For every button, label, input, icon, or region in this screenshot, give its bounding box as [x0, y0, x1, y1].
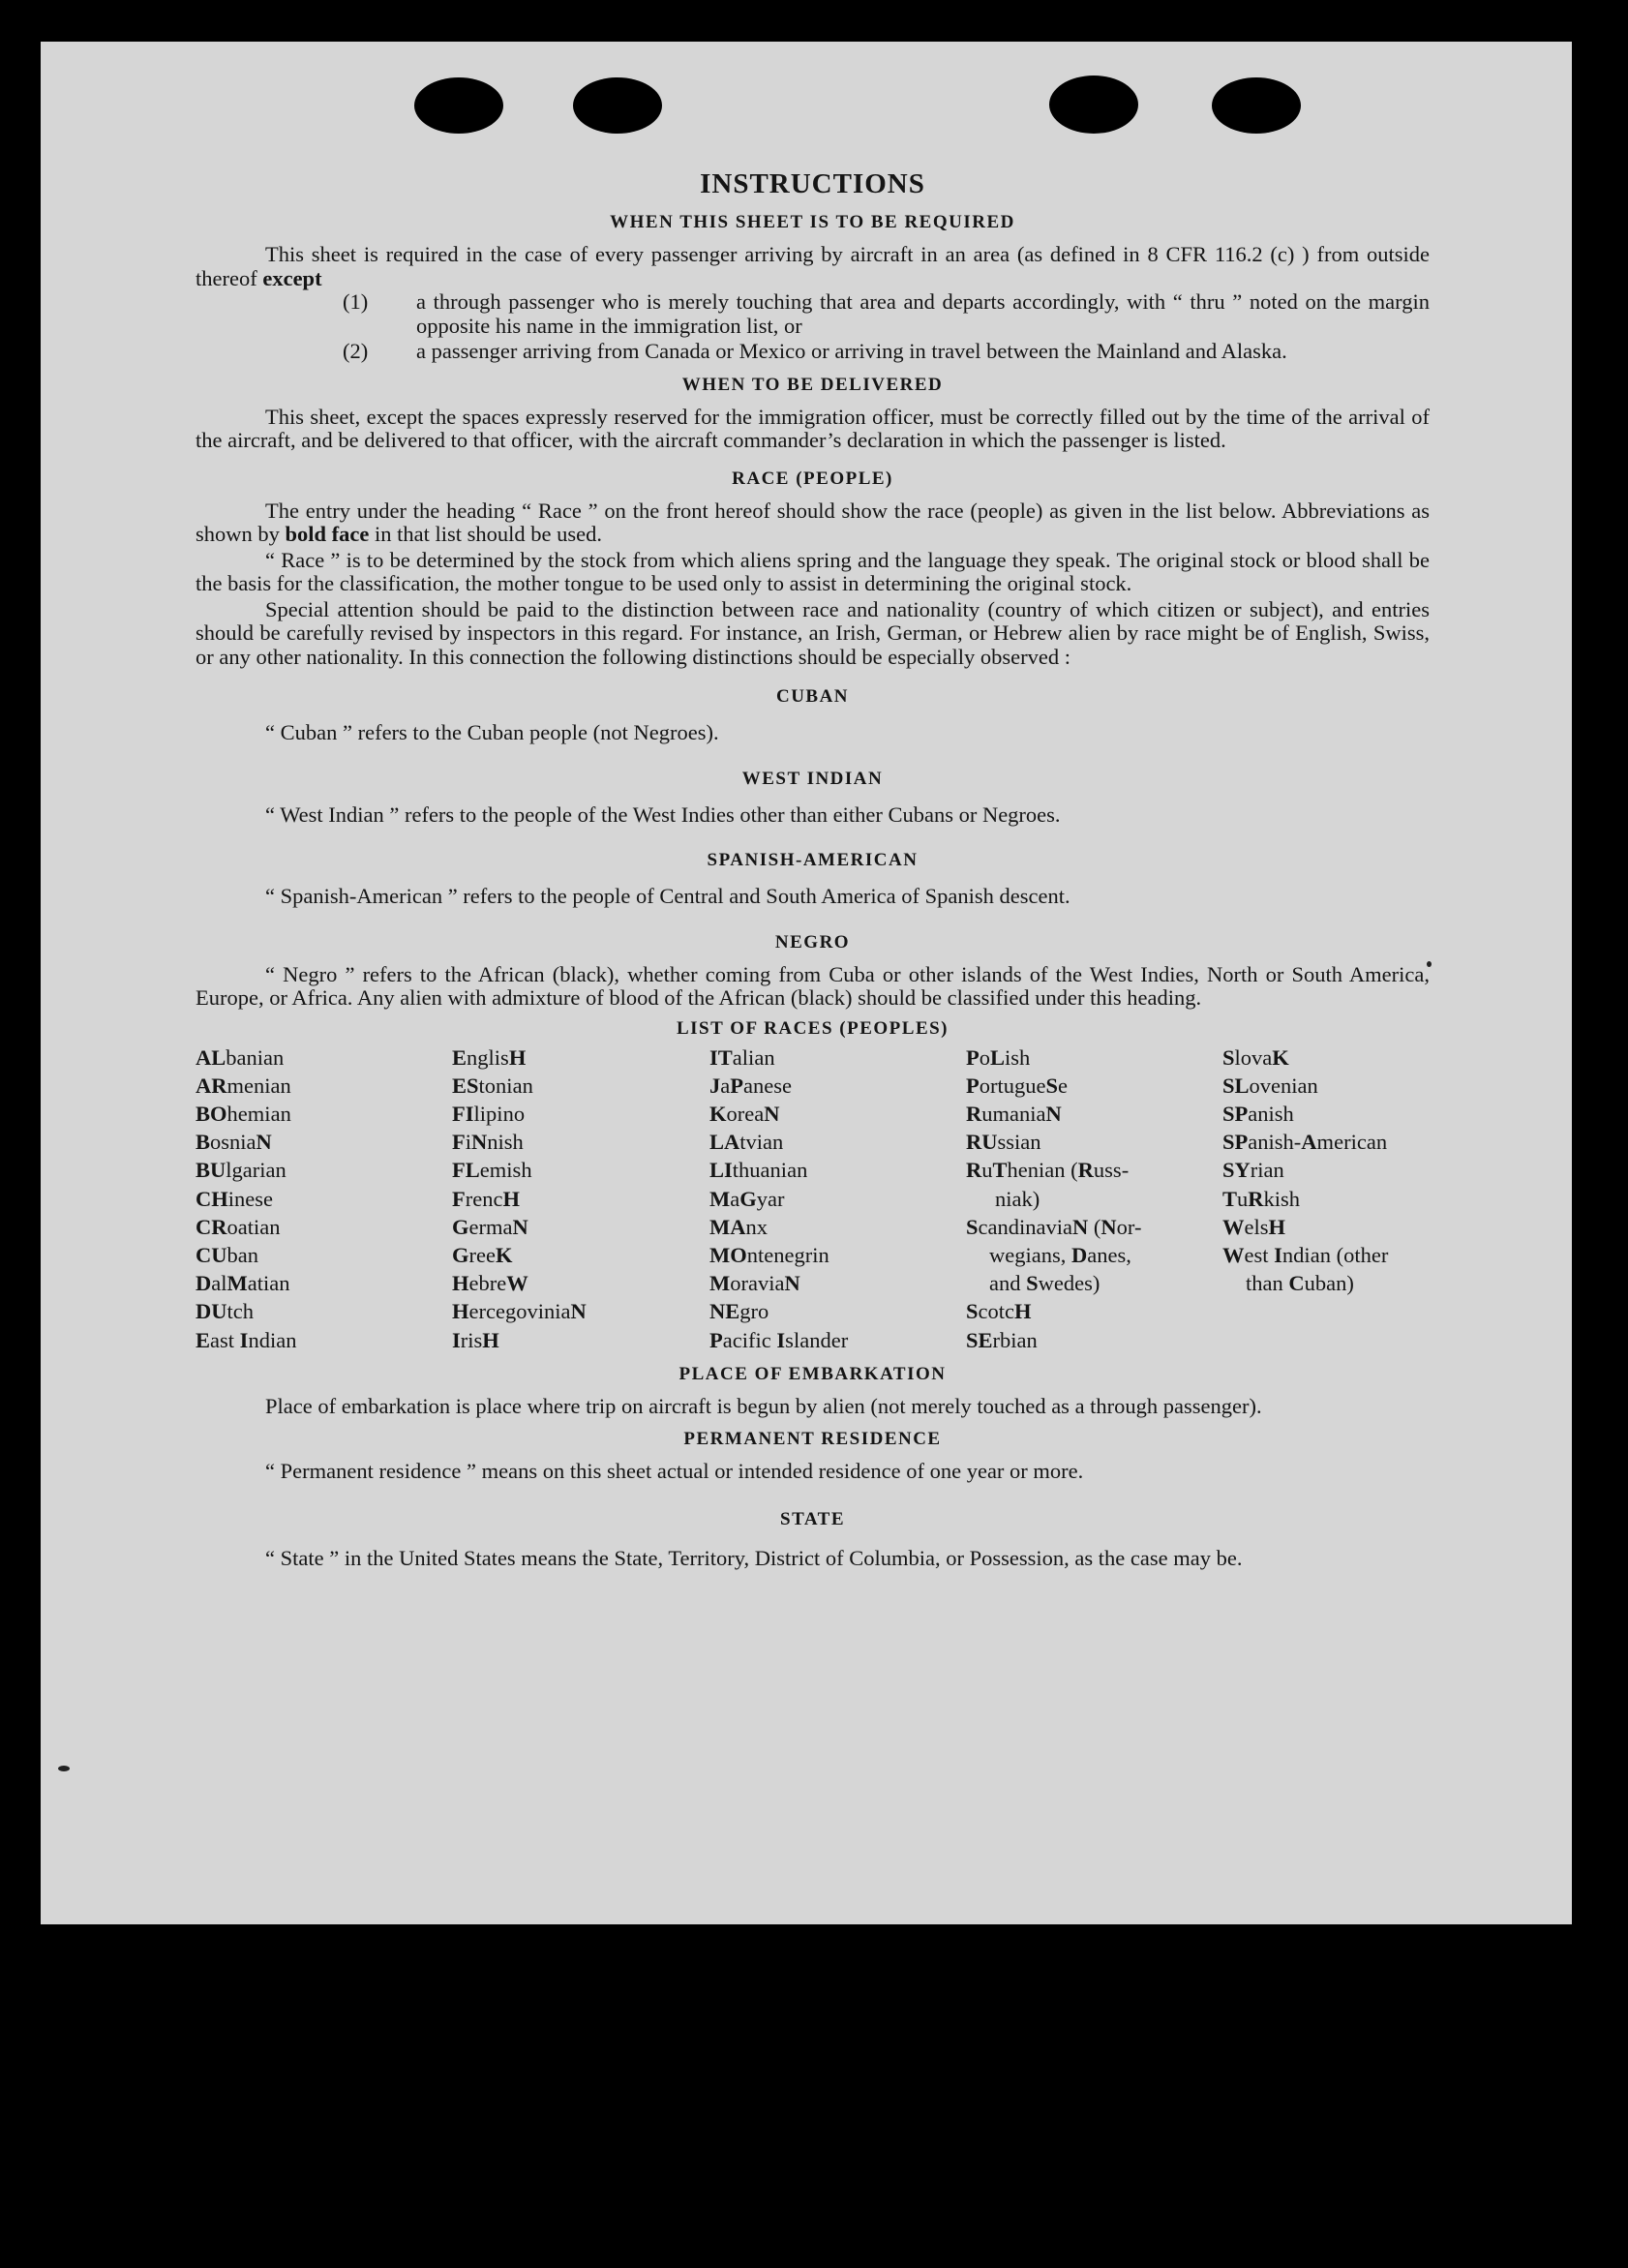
race-entry-continued: niak) [995, 1186, 1040, 1211]
race-entry: DalMatian [196, 1271, 290, 1296]
race-entry: RUssian [966, 1130, 1041, 1155]
punch-hole [1212, 77, 1301, 134]
race-entry: ITalian [709, 1044, 775, 1070]
punch-hole [414, 77, 503, 134]
heading-when-delivered: WHEN TO BE DELIVERED [681, 374, 944, 395]
race-entry-continued: wegians, Danes, [989, 1242, 1131, 1267]
race-entry: GreeK [452, 1242, 513, 1267]
negro-text: “ Negro ” refers to the African (black), whether coming from Cuba or other islands of the West Indies, North or South America, Europe, or Africa. Any alien with admixture of blood of the African (black) should be classified under this heading. [196, 961, 1430, 1010]
when-delivered-text: This sheet, except the spaces expressly reserved for the immigration officer, must be correctly filled out by the time of the arrival of the aircraft, and be delivered to that officer, with the aircraft commander’s declaration in which the passenger is listed. [196, 404, 1430, 452]
race-entry: HebreW [452, 1271, 528, 1296]
race-entry: SErbian [966, 1327, 1038, 1352]
instructions-content [196, 165, 1430, 1573]
race-entry: FIlipino [452, 1101, 526, 1126]
races-column [966, 1043, 1222, 1354]
heading-race: RACE (PEOPLE) [732, 468, 893, 489]
race-entry: GermaN [452, 1214, 528, 1239]
page-title: INSTRUCTIONS [700, 168, 925, 199]
race-entry: ScandinaviaN (Nor- [966, 1214, 1142, 1239]
race-entry: CHinese [196, 1186, 274, 1211]
race-entry: BUlgarian [196, 1158, 286, 1183]
speck [58, 1766, 70, 1771]
exception-item: (2) a passenger arriving from Canada or Mexico or arriving in travel between the Mainland and Alaska. [343, 339, 1287, 363]
race-entry: NEgro [709, 1299, 769, 1324]
race-entry: ARmenian [196, 1073, 291, 1098]
race-paragraph-2: “ Race ” is to be determined by the stock from which aliens spring and the language they speak. The original stock or blood shall be the basis for the classification, the mother tongue to be used only to assist in determining the original stock. [196, 547, 1430, 595]
heading-embarkation: PLACE OF EMBARKATION [678, 1363, 947, 1384]
race-entry: RuThenian (Russ- [966, 1158, 1130, 1183]
race-entry: KoreaN [709, 1101, 780, 1126]
race-entry: EStonian [452, 1073, 533, 1098]
race-entry: SYrian [1222, 1158, 1284, 1183]
races-column [1222, 1043, 1430, 1354]
when-required-intro: This sheet is required in the case of every passenger arriving by aircraft in an area (as defined in 8 CFR 116.2 (c) ) from outside thereof except [196, 242, 1430, 290]
residence-text: “ Permanent residence ” means on this sheet actual or intended residence of one year or more. [265, 1459, 1084, 1484]
race-entry: SLovenian [1222, 1073, 1318, 1098]
race-entry: CUban [196, 1242, 258, 1267]
race-entry: MOntenegrin [709, 1242, 829, 1267]
race-entry: West Indian (other [1222, 1242, 1389, 1267]
exception-item: (1) a through passenger who is merely touching that area and departs accordingly, with “ thru ” noted on the margin opposite his name in the immigration list, or [343, 289, 1430, 338]
race-entry: TuRkish [1222, 1186, 1301, 1211]
heading-residence: PERMANENT RESIDENCE [683, 1429, 942, 1450]
race-entry: SPanish [1222, 1101, 1294, 1126]
race-entry: SPanish-American [1222, 1130, 1388, 1155]
race-entry: IrisH [452, 1327, 499, 1352]
race-entry: DUtch [196, 1299, 255, 1324]
race-entry: SlovaK [1222, 1044, 1289, 1070]
punch-hole [573, 77, 662, 134]
heading-list-of-races: LIST OF RACES (PEOPLES) [676, 1017, 950, 1039]
race-entry: MoraviaN [709, 1271, 800, 1296]
cuban-text: “ Cuban ” refers to the Cuban people (not Negroes). [265, 720, 719, 744]
race-entry: ALbanian [196, 1044, 285, 1070]
west-indian-text: “ West Indian ” refers to the people of the West Indies other than either Cubans or Negroes. [265, 801, 1061, 827]
heading-negro: NEGRO [774, 931, 851, 953]
race-entry: JaPanese [709, 1073, 793, 1098]
spanish-american-text: “ Spanish-American ” refers to the people of Central and South America of Spanish descent. [265, 884, 1070, 908]
races-column [709, 1043, 966, 1354]
punch-hole [1049, 76, 1138, 134]
race-entry: PortugueSe [966, 1073, 1069, 1098]
races-list [196, 1043, 1430, 1354]
embarkation-text: Place of embarkation is place where trip on aircraft is begun by alien (not merely touched as a through passenger). [265, 1393, 1262, 1418]
race-entry-continued: and Swedes) [989, 1271, 1100, 1296]
race-entry: FLemish [452, 1158, 532, 1183]
heading-state: STATE [780, 1508, 845, 1529]
race-entry: FiNnish [452, 1130, 524, 1155]
race-entry: ScotcH [966, 1299, 1032, 1324]
race-entry: RumaniaN [966, 1101, 1062, 1126]
heading-spanish-american: SPANISH-AMERICAN [707, 850, 919, 870]
race-entry: PoLish [966, 1044, 1031, 1070]
race-entry: MaGyar [709, 1186, 785, 1211]
race-entry: EnglisH [452, 1044, 527, 1070]
race-paragraph-3: Special attention should be paid to the distinction between race and nationality (country of which citizen or subject), and entries should be carefully revised by inspectors in this regard. For instance, an Irish, German, or Hebrew alien by race might be of English, Swiss, or any other nationality. In this connection the following distinctions should be especially observed : [196, 596, 1430, 669]
race-entry: WelsH [1222, 1214, 1286, 1239]
race-entry: BosniaN [196, 1130, 272, 1155]
race-entry-continued: than Cuban) [1246, 1271, 1354, 1296]
race-entry: LAtvian [709, 1130, 784, 1155]
state-text: “ State ” in the United States means the State, Territory, District of Columbia, or Possession, as the case may be. [265, 1545, 1243, 1570]
race-entry: CRoatian [196, 1214, 281, 1239]
race-paragraph-1: The entry under the heading “ Race ” on the front hereof should show the race (people) as given in the list below. Abbreviations as shown by bold face in that list should be used. [196, 498, 1430, 546]
race-entry: FrencH [452, 1186, 521, 1211]
heading-when-required: WHEN THIS SHEET IS TO BE REQUIRED [610, 212, 1015, 232]
race-entry: LIthuanian [709, 1158, 808, 1183]
races-column [452, 1043, 709, 1354]
race-entry: HercegoviniaN [452, 1299, 587, 1324]
heading-cuban: CUBAN [775, 686, 850, 707]
races-column [196, 1043, 452, 1354]
race-entry: Pacific Islander [709, 1327, 849, 1352]
race-entry: BOhemian [196, 1101, 291, 1126]
heading-west-indian: WEST INDIAN [741, 768, 884, 789]
race-entry: MAnx [709, 1214, 768, 1239]
race-entry: East Indian [196, 1327, 297, 1352]
